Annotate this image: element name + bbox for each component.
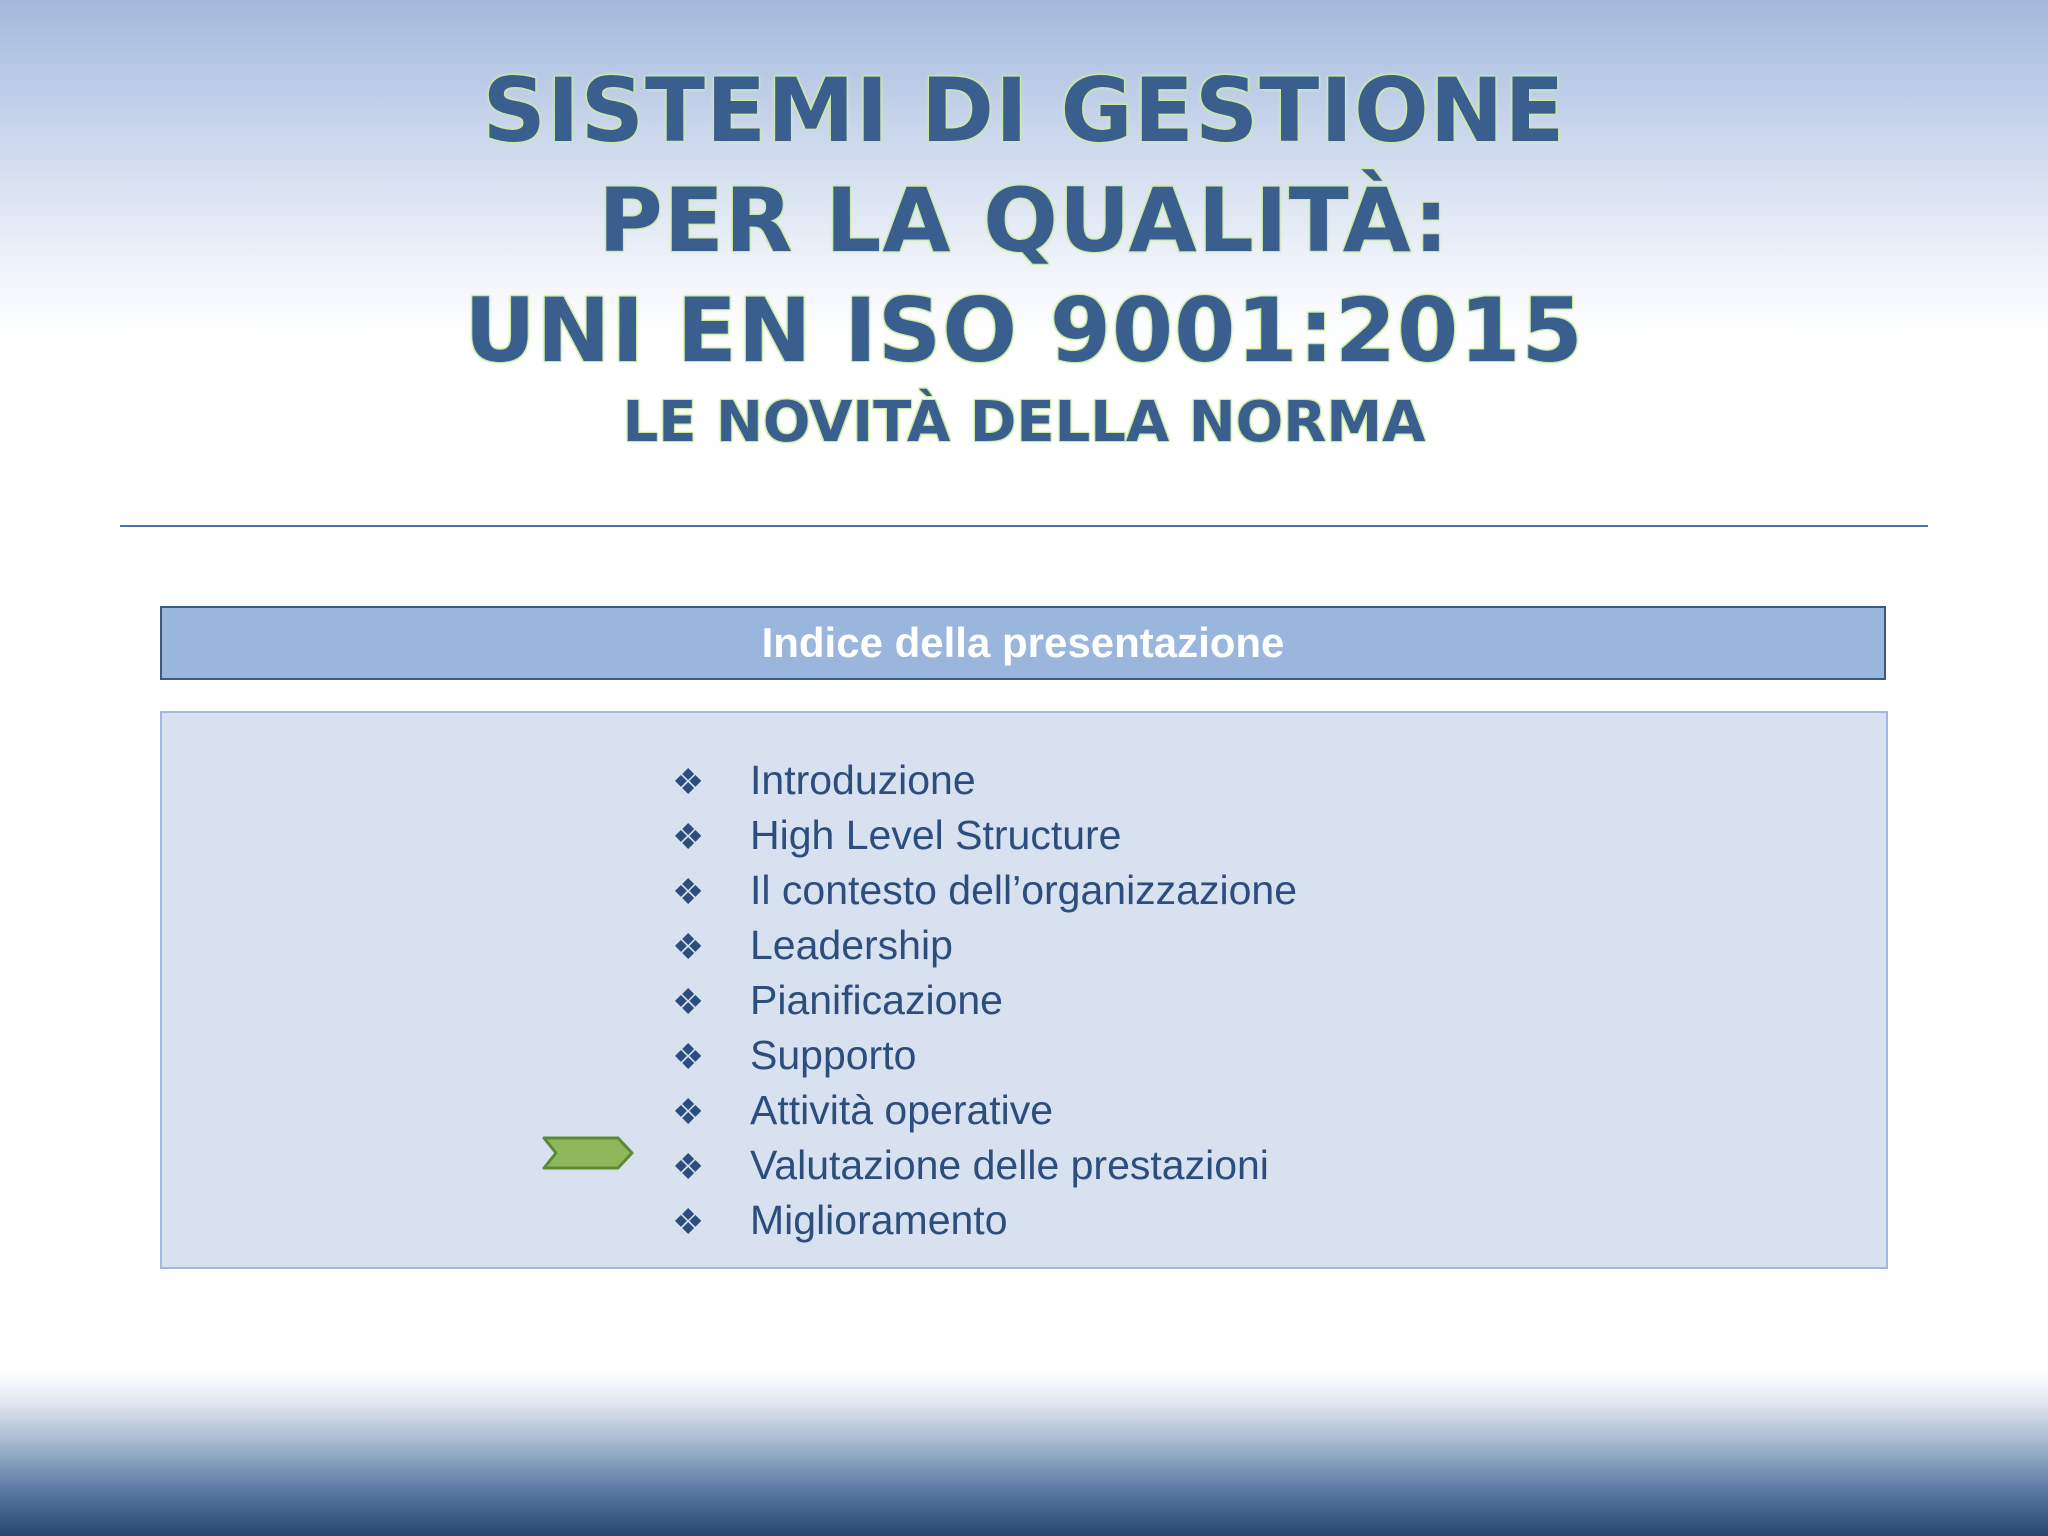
index-item-label: Leadership xyxy=(750,922,953,968)
title-line-1: SISTEMI DI GESTIONE xyxy=(482,59,1566,162)
diamond-bullet-icon: ❖ xyxy=(672,761,705,802)
diamond-bullet-icon: ❖ xyxy=(672,816,705,857)
diamond-bullet-icon: ❖ xyxy=(672,1091,705,1132)
index-item-label: Attività operative xyxy=(750,1087,1054,1133)
diamond-bullet-icon: ❖ xyxy=(672,926,705,967)
index-item-label: Miglioramento xyxy=(750,1197,1008,1243)
divider-line xyxy=(120,525,1928,527)
index-item-label: High Level Structure xyxy=(750,812,1122,858)
title-line-3: UNI EN ISO 9001:2015 xyxy=(464,279,1584,382)
diamond-bullet-icon: ❖ xyxy=(672,981,705,1022)
diamond-bullet-icon: ❖ xyxy=(672,1201,705,1242)
diamond-bullet-icon: ❖ xyxy=(672,871,705,912)
diamond-bullet-icon: ❖ xyxy=(672,1036,705,1077)
index-item-label: Valutazione delle prestazioni xyxy=(750,1142,1269,1188)
index-item xyxy=(672,973,1297,1028)
title-line-2: PER LA QUALITÀ: xyxy=(598,169,1450,272)
index-header: Indice della presentazione xyxy=(160,606,1886,680)
index-item xyxy=(672,808,1297,863)
chevron-arrow-icon xyxy=(542,1136,634,1170)
index-list xyxy=(672,753,1297,1248)
diamond-bullet-icon: ❖ xyxy=(672,1146,705,1187)
index-item xyxy=(672,863,1297,918)
index-item-label: Introduzione xyxy=(750,757,976,803)
index-item xyxy=(672,1138,1297,1193)
index-item-label: Supporto xyxy=(750,1032,917,1078)
index-item xyxy=(672,1193,1297,1248)
slide-subtitle: LE NOVITÀ DELLA NORMA xyxy=(622,390,1426,455)
index-item xyxy=(672,1083,1297,1138)
index-item xyxy=(672,753,1297,808)
index-item xyxy=(672,918,1297,973)
index-item-label: Il contesto dell’organizzazione xyxy=(750,867,1297,913)
index-box xyxy=(160,711,1888,1269)
slide-title xyxy=(0,56,2048,460)
index-item-label: Pianificazione xyxy=(750,977,1003,1023)
index-item xyxy=(672,1028,1297,1083)
